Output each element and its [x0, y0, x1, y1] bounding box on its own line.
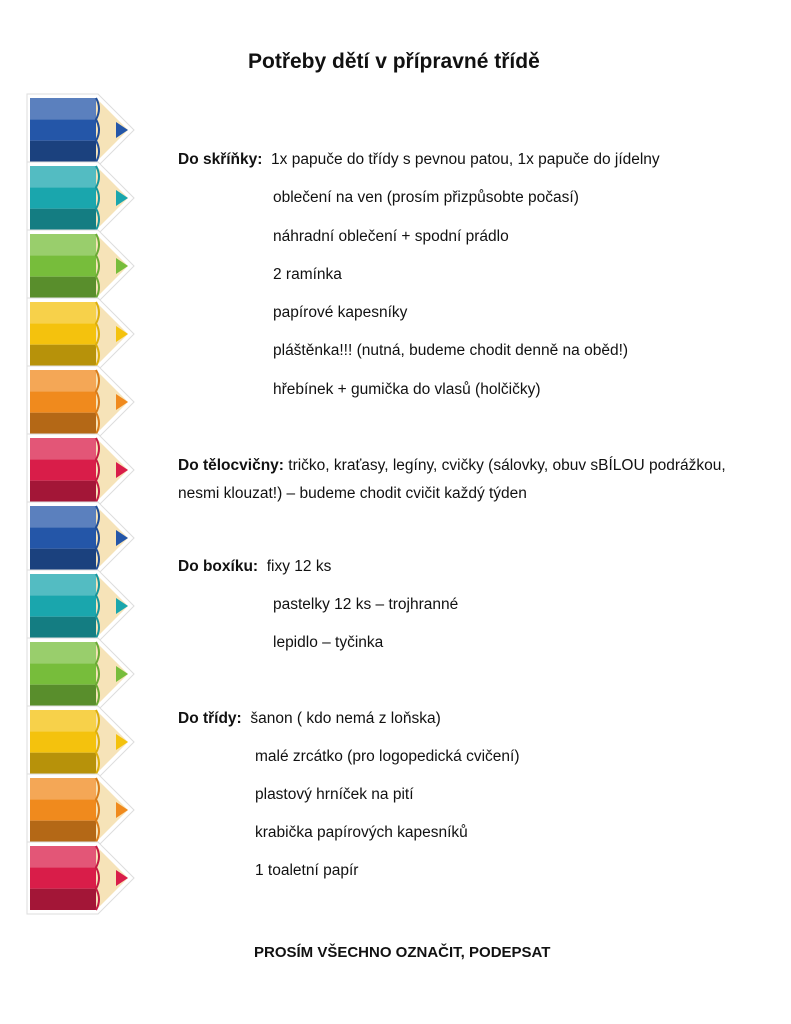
list-item: fixy 12 ks	[266, 558, 332, 575]
list-item: pastelky 12 ks – trojhranné	[273, 596, 459, 613]
pencil-icon	[27, 162, 134, 234]
list-item: hřebínek + gumička do vlasů (holčičky)	[273, 381, 541, 398]
list-item: pláštěnka!!! (nutná, budeme chodit denně na oběd!)	[273, 342, 629, 359]
pencil-icon	[27, 230, 134, 302]
section-skrinka	[178, 150, 660, 170]
pencil-border	[0, 0, 140, 1024]
list-item: lepidlo – tyčinka	[273, 634, 384, 651]
list-item: 1 toaletní papír	[255, 862, 359, 879]
list-item: 1x papuče do třídy s pevnou patou, 1x papuče do jídelny	[271, 151, 660, 168]
section-telocvicna	[178, 456, 726, 476]
list-item: krabička papírových kapesníků	[255, 824, 468, 841]
section-boxik	[178, 557, 331, 577]
list-item: plastový hrníček na pití	[255, 786, 414, 803]
pencil-icon	[27, 638, 134, 710]
section-label-skrinka: Do skříňky:	[178, 151, 263, 168]
section-trida	[178, 709, 441, 729]
list-item: náhradní oblečení + spodní prádlo	[273, 228, 509, 245]
pencil-icon	[27, 366, 134, 438]
list-item: tričko, kraťasy, legíny, cvičky (sálovky, obuv sBÍLOU podrážkou,	[288, 457, 726, 474]
pencil-icon	[27, 434, 134, 506]
pencil-icon	[27, 502, 134, 574]
section-label-telocvicna: Do tělocvičny:	[178, 457, 284, 474]
pencil-icon	[27, 570, 134, 642]
list-item: 2 ramínka	[273, 266, 342, 283]
list-item: malé zrcátko (pro logopedická cvičení)	[255, 748, 520, 765]
pencil-icon	[27, 94, 134, 166]
footer-note: PROSÍM VŠECHNO OZNAČIT, PODEPSAT	[254, 944, 551, 961]
pencil-icon	[27, 706, 134, 778]
list-item: papírové kapesníky	[273, 304, 408, 321]
list-item: oblečení na ven (prosím přizpůsobte počasí)	[273, 189, 579, 206]
page-title: Potřeby dětí v přípravné třídě	[248, 50, 540, 73]
list-item: šanon ( kdo nemá z loňska)	[250, 710, 441, 727]
section-label-boxik: Do boxíku:	[178, 558, 259, 575]
pencil-icon	[27, 774, 134, 846]
list-item: nesmi klouzat!) – budeme chodit cvičit každý týden	[178, 485, 527, 502]
section-label-trida: Do třídy:	[178, 710, 242, 727]
pencil-icon	[27, 298, 134, 370]
pencil-icon	[27, 842, 134, 914]
